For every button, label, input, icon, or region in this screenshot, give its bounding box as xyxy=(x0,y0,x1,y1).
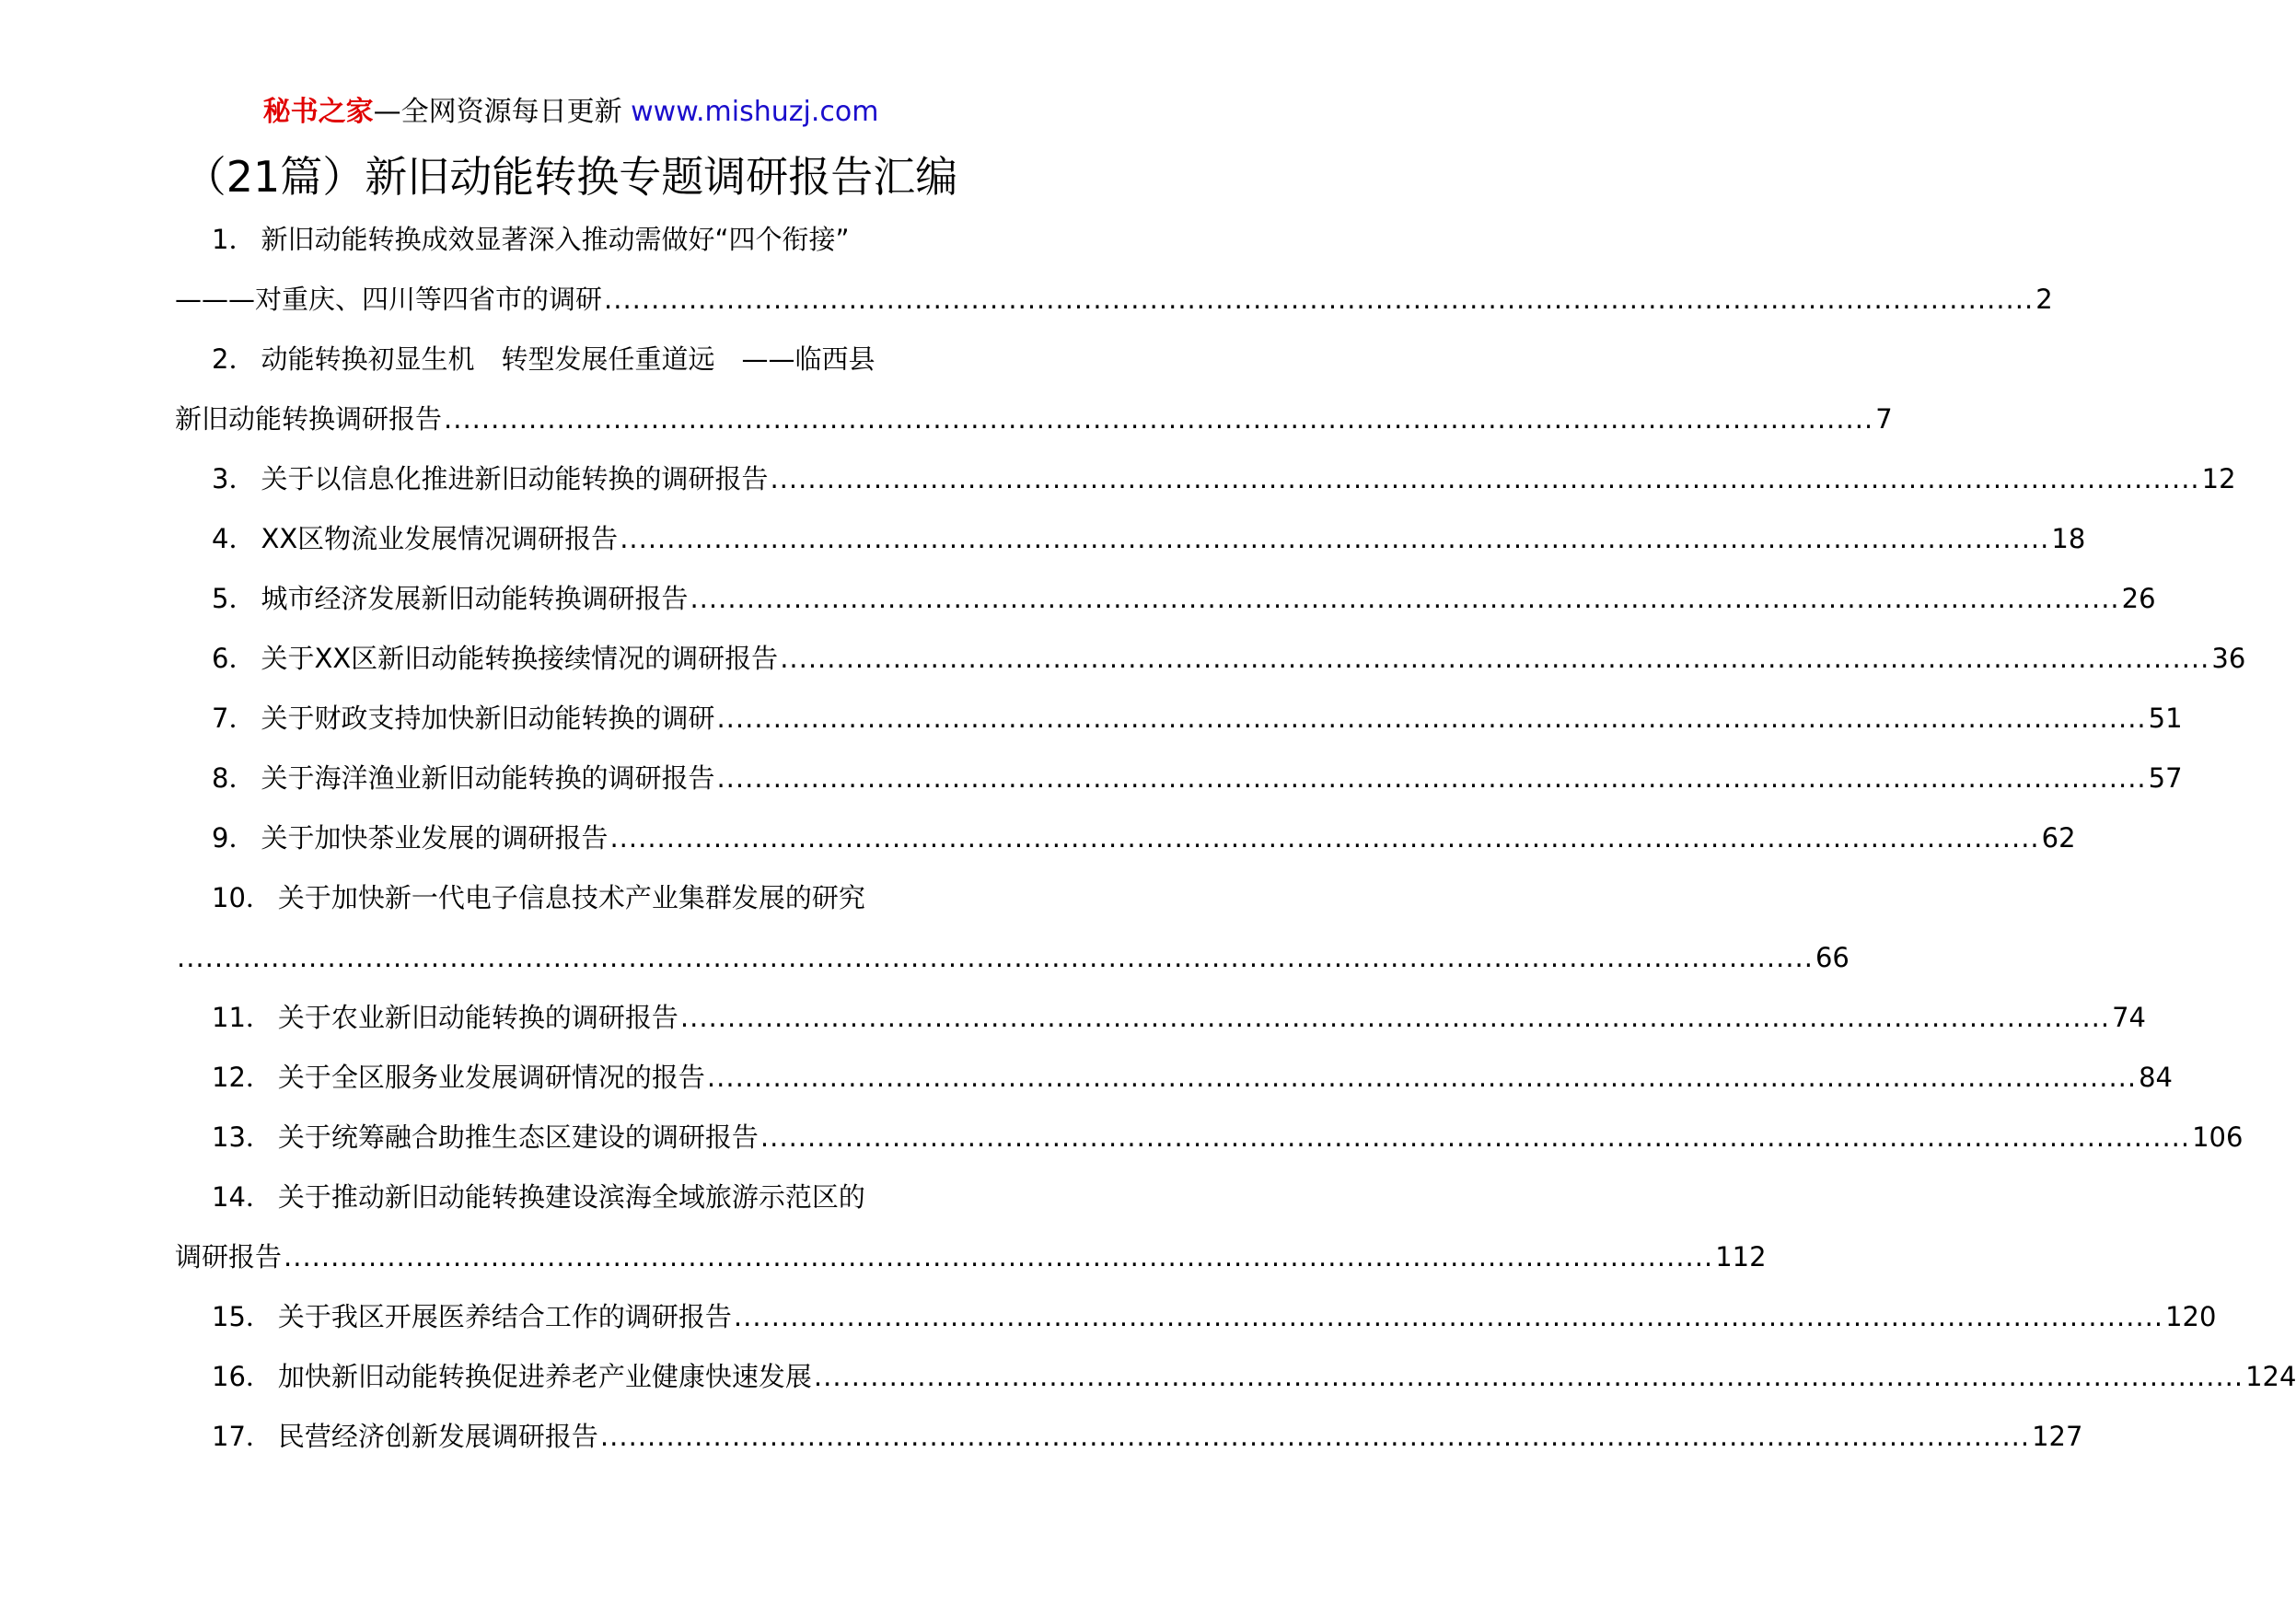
toc-entry-10-line-2[interactable] xyxy=(175,928,1850,988)
toc-entry-2-line-1[interactable] xyxy=(175,330,967,389)
toc-entry-15[interactable] xyxy=(175,1287,2217,1347)
toc-entry-number: 5． xyxy=(212,583,256,614)
document-title: （21篇）新旧动能转换专题调研报告汇编 xyxy=(183,152,958,202)
site-header xyxy=(0,92,1142,133)
toc-leader-dots: ........................................................................................................................................................ xyxy=(706,1062,2138,1093)
toc-entry-title: 民营经济创新发展调研报告 xyxy=(277,1421,598,1452)
toc-entry-16[interactable] xyxy=(175,1347,2296,1407)
toc-leader-dots: ........................................................................................................................................................ xyxy=(444,403,1874,435)
toc-entry-number: 15． xyxy=(212,1301,273,1332)
toc-leader-dots: ........................................................................................................................................................ xyxy=(716,762,2147,794)
toc-entry-number: 12． xyxy=(212,1062,273,1093)
toc-entry-title: 城市经济发展新旧动能转换调研报告 xyxy=(261,583,689,614)
toc-entry-9[interactable] xyxy=(175,808,2076,868)
table-of-contents xyxy=(175,210,2296,1467)
toc-entry-title: 加快新旧动能转换促进养老产业健康快速发展 xyxy=(277,1361,812,1392)
toc-entry-title-cont: 新旧动能转换调研报告 xyxy=(175,403,443,435)
toc-leader-dots: ........................................................................................................................................................ xyxy=(780,643,2210,674)
toc-page-number: 2 xyxy=(2035,284,2053,315)
toc-page-number: 66 xyxy=(1815,942,1850,973)
toc-leader-dots: ........................................................................................................................................................ xyxy=(716,703,2147,734)
toc-leader-dots: ........................................................................................................................................................ xyxy=(609,822,2040,854)
toc-leader-dots: ........................................................................................................................................................ xyxy=(599,1421,2031,1452)
site-brand: 秘书之家 xyxy=(262,96,374,128)
toc-page-number: 26 xyxy=(2121,583,2156,614)
toc-leader-dots: ........................................................................................................................................................ xyxy=(604,284,2035,315)
toc-entry-number: 2． xyxy=(212,343,256,375)
toc-page-number: 124 xyxy=(2245,1361,2296,1392)
toc-entry-11[interactable] xyxy=(175,988,2147,1048)
toc-entry-2-line-2[interactable] xyxy=(175,389,1893,449)
toc-page-number: 74 xyxy=(2112,1002,2147,1033)
toc-entry-number: 16． xyxy=(212,1361,273,1392)
toc-entry-number: 6． xyxy=(212,643,256,674)
toc-entry-number: 14． xyxy=(212,1181,273,1213)
toc-entry-number: 7． xyxy=(212,703,256,734)
toc-entry-title: 关于加快茶业发展的调研报告 xyxy=(261,822,609,854)
toc-entry-1-line-1[interactable] xyxy=(175,210,967,270)
toc-entry-title: 关于以信息化推进新旧动能转换的调研报告 xyxy=(261,463,769,494)
toc-entry-title: 关于我区开展医养结合工作的调研报告 xyxy=(277,1301,732,1332)
toc-leader-dots: ........................................................................................................................................................ xyxy=(284,1241,1714,1272)
toc-page-number: 127 xyxy=(2032,1421,2083,1452)
site-tagline: —全网资源每日更新 xyxy=(373,96,632,128)
toc-entry-14-line-1[interactable] xyxy=(175,1168,967,1227)
toc-entry-4[interactable] xyxy=(175,509,2086,569)
toc-entry-number: 4． xyxy=(212,523,256,554)
toc-leader-dots: ........................................................................................................................................................ xyxy=(813,1361,2244,1392)
toc-entry-title: 关于海洋渔业新旧动能转换的调研报告 xyxy=(261,762,715,794)
toc-entry-number: 8． xyxy=(212,762,256,794)
toc-page-number: 51 xyxy=(2148,703,2183,734)
toc-leader-dots: ........................................................................................................................................................ xyxy=(620,523,2050,554)
toc-entry-title: 关于推动新旧动能转换建设滨海全域旅游示范区的 xyxy=(277,1181,865,1213)
toc-entry-title: 关于农业新旧动能转换的调研报告 xyxy=(277,1002,678,1033)
toc-entry-number: 3． xyxy=(212,463,256,494)
toc-entry-12[interactable] xyxy=(175,1048,2174,1108)
toc-page-number: 57 xyxy=(2148,762,2183,794)
toc-leader-dots: ........................................................................................................................................................ xyxy=(770,463,2200,494)
toc-page-number: 112 xyxy=(1715,1241,1767,1272)
toc-entry-title-cont: ———对重庆、四川等四省市的调研 xyxy=(175,284,603,315)
toc-entry-title-cont: 调研报告 xyxy=(175,1241,283,1272)
toc-entry-title: 关于财政支持加快新旧动能转换的调研 xyxy=(261,703,715,734)
toc-entry-number: 17． xyxy=(212,1421,273,1452)
toc-leader-dots: ........................................................................................................................................................ xyxy=(690,583,2120,614)
toc-entry-6[interactable] xyxy=(175,629,2246,689)
toc-entry-number: 13． xyxy=(212,1121,273,1153)
toc-entry-title: XX区物流业发展情况调研报告 xyxy=(261,523,619,554)
toc-entry-1-line-2[interactable] xyxy=(175,270,2053,330)
toc-leader-dots: .............................................................................................................................................................................. xyxy=(177,942,1814,973)
toc-entry-title: 新旧动能转换成效显著深入推动需做好“四个衔接” xyxy=(261,224,850,255)
site-url[interactable]: www.mishuzj.com xyxy=(631,96,879,128)
toc-page-number: 62 xyxy=(2041,822,2076,854)
toc-leader-dots: ........................................................................................................................................................ xyxy=(679,1002,2111,1033)
toc-entry-title: 关于全区服务业发展调研情况的报告 xyxy=(277,1062,705,1093)
toc-entry-13[interactable] xyxy=(175,1108,2244,1168)
toc-entry-5[interactable] xyxy=(175,569,2156,629)
toc-entry-8[interactable] xyxy=(175,749,2183,808)
toc-entry-10-line-1[interactable] xyxy=(175,868,967,928)
toc-page-number: 12 xyxy=(2201,463,2236,494)
toc-page-number: 18 xyxy=(2051,523,2086,554)
toc-entry-number: 9． xyxy=(212,822,256,854)
toc-entry-number: 1． xyxy=(212,224,256,255)
toc-page-number: 36 xyxy=(2211,643,2246,674)
toc-entry-14-line-2[interactable] xyxy=(175,1227,1767,1287)
toc-entry-17[interactable] xyxy=(175,1407,2083,1467)
toc-entry-title: 关于加快新一代电子信息技术产业集群发展的研究 xyxy=(277,882,865,913)
toc-leader-dots: ........................................................................................................................................................ xyxy=(760,1121,2191,1153)
toc-leader-dots: ........................................................................................................................................................ xyxy=(733,1301,2164,1332)
toc-entry-title: 关于统筹融合助推生态区建设的调研报告 xyxy=(277,1121,759,1153)
toc-page-number: 120 xyxy=(2165,1301,2217,1332)
toc-entry-number: 10． xyxy=(212,882,273,913)
toc-entry-title: 动能转换初显生机 转型发展任重道远 ——临西县 xyxy=(261,343,875,375)
toc-entry-title: 关于XX区新旧动能转换接续情况的调研报告 xyxy=(261,643,779,674)
toc-page-number: 7 xyxy=(1875,403,1893,435)
toc-entry-3[interactable] xyxy=(175,449,2236,509)
toc-entry-7[interactable] xyxy=(175,689,2183,749)
toc-page-number: 106 xyxy=(2192,1121,2244,1153)
toc-entry-number: 11． xyxy=(212,1002,273,1033)
toc-page-number: 84 xyxy=(2139,1062,2174,1093)
